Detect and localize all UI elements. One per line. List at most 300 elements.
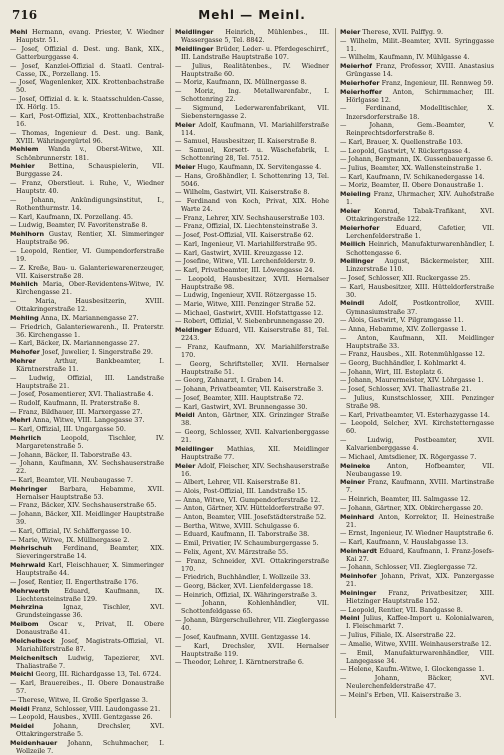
directory-entry: [10, 179, 164, 195]
entry-details: Anton, Gärtner, XIX. Grinzinger Straße 38.: [181, 411, 329, 428]
directory-entry: [175, 530, 329, 538]
entry-details: Adolf, Kaufmann, VI. Mariahilferstraße 114.: [181, 120, 329, 137]
entry-details: — Johann, Kohlenhändler, VII. Schottenfeldgasse 65.: [175, 599, 329, 616]
directory-entry: [10, 264, 164, 280]
entry-details: — Thomas, Ingenieur d. Dest. ung. Bank, XVIII. Währingergürtel 96.: [10, 128, 164, 145]
directory-entry: [340, 299, 494, 315]
directory-entry: [10, 705, 164, 713]
directory-entry: [340, 257, 494, 273]
directory-entry: [340, 274, 494, 282]
entry-details: — Johann, Bäcker, XVI. Neulerchenfelderstraße 47.: [340, 674, 494, 691]
entry-details: Gustav, Rentier, XI. Simmeringer Hauptstraße 96.: [16, 229, 164, 247]
entry-details: — Karl, Kaufmann, IX. Porzellang. 45.: [10, 212, 133, 221]
entry-details: Johann, Drechsler, XVI. Ottakringerstraße 5.: [16, 721, 164, 739]
entry-details: — Johann, Kaufmann, XV. Sechshauserstraße 22.: [10, 459, 164, 476]
entry-details: — Wilhelm, Kaufmann, IV. Mühlgasse 4.: [340, 53, 470, 62]
entry-details: Eduard, Kaufmann, I. Franz-Josefs-Kai 27.: [346, 546, 494, 563]
directory-entry: [340, 385, 494, 393]
column-left: [10, 28, 164, 755]
entry-details: — Karl, Privatbeamter, VI. Esterhazygasse 14.: [340, 410, 490, 419]
entry-details: — Johann, Wirt, III. Esteplatz 6.: [340, 367, 444, 376]
entry-details: Anton, Hofbeamter, VII. Neubaugasse 19.: [346, 461, 494, 478]
directory-entry: [10, 485, 164, 501]
entry-details: Franz, Kaufmann, XVIII. Martinstraße 7.: [346, 478, 494, 495]
entry-details: Johann, Schuhmacher, I. Wollzeile 7.: [16, 738, 164, 755]
directory-entry: [175, 249, 329, 257]
entry-details: — Ferdinand von Koch, Privat, XIX. Hohe Warte 24.: [175, 197, 329, 214]
entry-details: — Franz, Bildhauer, III. Marxergasse 27.: [10, 407, 143, 416]
directory-entry: [340, 28, 494, 36]
directory-entry: [340, 504, 494, 512]
entry-details: — Ludwig, Postbeamter, XVII. Kalvarienberggasse 4.: [340, 436, 494, 453]
entry-details: — Ludwig, Offizial, III. Landstraße Hauptstraße 21.: [10, 373, 164, 390]
directory-entry: [340, 79, 494, 87]
entry-details: — Ferdinand, Modelltischler, X. Inzersdorferstraße 18.: [340, 104, 494, 121]
entry-details: Hermann, evang. Priester, V. Wiedner Hauptstr. 51.: [16, 28, 164, 45]
directory-entry: [175, 591, 329, 599]
entry-details: — Josef, Wagenlenker, XIX. Krottenbachstraße 50.: [10, 78, 164, 95]
entry-details: — Franz, Offizial, IX. Liechtensteinstraße 3.: [175, 222, 318, 231]
directory-entry: [340, 606, 494, 614]
entry-details: — Johann, Privatbeamter, VII. Kaiserstraße 3.: [175, 385, 324, 394]
directory-entry: [340, 547, 494, 563]
column-middle: [170, 28, 329, 718]
directory-entry: [175, 633, 329, 641]
entry-details: — Karl, Gastwirt, XVI. Brunnengasse 30.: [175, 402, 308, 411]
entry-details: — Leopold, Rentier, VI. Gumpendorferstraße 19.: [10, 246, 164, 263]
entry-details: Anton, Schirmmacher, III. Hörlgasse 12.: [346, 87, 494, 104]
entry-surname: Meidlinger: [175, 444, 214, 453]
directory-entry: [175, 188, 329, 196]
directory-entry: [10, 696, 164, 704]
entry-surname: Meinl: [340, 614, 360, 623]
entry-surname: Mehrwald: [10, 561, 46, 570]
directory-entry: [340, 495, 494, 503]
directory-entry: [10, 230, 164, 246]
directory-entry: [340, 240, 494, 256]
entry-details: — Julius, Filiale, IX. Alserstraße 22.: [340, 631, 456, 640]
directory-entry: [340, 138, 494, 146]
entry-surname: Meierhoffer: [340, 87, 382, 96]
entry-details: — Alois, Post-Offizial, III. Landstraße 15.: [175, 487, 308, 496]
entry-details: Franz, Professor, XVIII. Anastasius Grüngasse 14.: [346, 62, 494, 79]
directory-entry: [10, 578, 164, 586]
directory-entry: [340, 563, 494, 571]
directory-entry: [175, 309, 329, 317]
directory-entry: [175, 548, 329, 556]
directory-entry: [10, 221, 164, 229]
entry-details: — Wilhelm, Milit.-Beamter, XVII. Syringgasse 11.: [340, 36, 494, 53]
directory-entry: [10, 247, 164, 263]
directory-entry: [340, 691, 494, 699]
entry-details: Therese, XVII. Palffyg. 9.: [362, 28, 444, 36]
entry-details: — Georg, Schlosser, XVII. Kalvarienberggasse 21.: [175, 428, 329, 445]
directory-entry: [340, 462, 494, 478]
directory-entry: [175, 658, 329, 666]
directory-entry: [175, 266, 329, 274]
entry-surname: Mehrl: [10, 416, 31, 425]
entry-surname: Mehlich: [10, 280, 38, 289]
entry-details: Mathias, XII. Meidlinger Hauptstraße 77.: [181, 444, 329, 461]
entry-details: Leopold, Tischler, IV. Margaretenstraße 5.: [16, 433, 164, 450]
entry-surname: Meierhofer: [340, 78, 380, 87]
directory-entry: [175, 582, 329, 590]
entry-details: — Friedrich, Buchhändler, I. Wollzeile 33.: [175, 573, 311, 582]
directory-entry: [10, 739, 164, 755]
directory-entry: [175, 376, 329, 384]
directory-entry: [10, 544, 164, 560]
directory-entry: [340, 478, 494, 494]
entry-details: Franz, Ingenieur, III. Rennweg 59.: [381, 78, 494, 87]
entry-details: — Eduard, Kaufmann, II. Taborstraße 38.: [175, 530, 310, 539]
entry-details: — Johann, Bürgerschullehrer, VII. Zieglergasse 40.: [175, 616, 329, 633]
directory-entry: [10, 476, 164, 484]
directory-entry: [10, 451, 164, 459]
directory-entry: [175, 231, 329, 239]
directory-entry: [340, 350, 494, 358]
directory-entry: [340, 589, 494, 605]
entry-details: — Leopold, Hausbes., XVIII. Gentzgasse 26.: [10, 713, 153, 722]
entry-details: Arthur, Bankbeamter, I. Kärntnerstraße 11.: [16, 356, 164, 373]
entry-details: Anna, IX. Mariannengasse 27.: [40, 313, 139, 322]
directory-entry: [10, 637, 164, 653]
entry-surname: Meidlinger: [175, 44, 214, 53]
entry-details: Adolf, Postkontrollor, XVIII. Gymnasiumstraße 37.: [346, 299, 494, 316]
entry-details: — Karl, Brauereibes., II. Obere Donaustraße 57.: [10, 679, 164, 696]
directory-entry: [10, 339, 164, 347]
entry-details: — Anton, Beamter, VIII. Josefstädterstraße 52.: [175, 513, 327, 522]
entry-surname: Meier: [175, 162, 196, 171]
entry-details: — Franz, Schneider, XVI. Ottakringerstraße 170.: [175, 556, 329, 573]
directory-entry: [175, 222, 329, 230]
entry-details: Bettina, Schauspielerin, VII. Burggasse 24.: [16, 162, 164, 179]
directory-entry: [10, 213, 164, 221]
entry-details: — Anna, Witwe, VI. Gumpendorferstraße 12.: [175, 495, 321, 504]
directory-entry: [10, 314, 164, 322]
entry-details: — Leopold, Selcher, XVI. Kirchstetterngasse 60.: [340, 419, 494, 436]
entry-details: — Rudolf, Kaufmann, II. Praterstraße 8.: [10, 398, 140, 407]
directory-entry: [175, 513, 329, 521]
directory-entry: [175, 539, 329, 547]
entry-details: August, Bäckermeister, XIII. Linzerstraße 110.: [346, 257, 494, 274]
directory-entry: [10, 434, 164, 450]
entry-details: — Maria, Hausbesitzerin, XVIII. Ottakringerstraße 12.: [10, 297, 164, 314]
directory-entry: [10, 561, 164, 577]
column-right: [335, 28, 494, 718]
directory-entry: [175, 385, 329, 393]
entry-details: — Albert, Lehrer, VII. Kaiserstraße 81.: [175, 478, 301, 487]
directory-entry: [340, 376, 494, 384]
directory-entry: [340, 316, 494, 324]
directory-entry: [175, 360, 329, 376]
directory-entry: [175, 214, 329, 222]
entry-details: — Georg, Buchhändler, I. Kohlmarkt 4.: [340, 359, 466, 368]
entry-surname: Meinhard: [340, 512, 375, 521]
directory-entry: [175, 428, 329, 444]
directory-entry: [10, 501, 164, 509]
entry-details: — Heinrich, Beamter, III. Salmgasse 12.: [340, 495, 471, 504]
entry-details: — Julius, Realitätenbes., IV. Wiedner Hauptstraße 60.: [175, 61, 329, 78]
directory-entry: [340, 411, 494, 419]
entry-surname: Meilinger: [340, 257, 374, 266]
entry-details: — Josef, Offizial d. k. k. Staatsschulden-Casse, IX. Hörlg. 15.: [10, 95, 164, 112]
directory-entry: [10, 390, 164, 398]
entry-details: — Karl, Drechsler, XVII. Hernalser Hauptstraße 119.: [175, 641, 329, 658]
entry-details: — Franz, Lehrer, XIV. Sechshauserstraße 103.: [175, 213, 325, 222]
entry-details: — Johann, Ankündigungsinstitut, I., Rothenthurmstr. 14.: [10, 195, 164, 212]
entry-details: — Alois, Gastwirt, V. Pilgramgasse 11.: [340, 316, 464, 325]
directory-entry: [340, 283, 494, 299]
entry-details: — Julius, Kunstschlosser, XIII. Penzinger Straße 98.: [340, 393, 494, 410]
page-header: [10, 8, 494, 24]
directory-entry: [340, 190, 494, 206]
directory-entry: [10, 129, 164, 145]
entry-details: Anna, Witwe, VIII. Langegasse 37.: [32, 416, 145, 425]
entry-details: — Franz, Kaufmann, XV. Mariahilferstraße 170.: [175, 342, 329, 359]
directory-entry: [10, 587, 164, 603]
directory-entry: [175, 87, 329, 103]
entry-details: — Josef, Offizial d. Dest. ung. Bank, XIX., Gatterburggasse 4.: [10, 44, 164, 61]
entry-details: — Johann, Bäcker, XII. Meidlinger Hauptstraße 39.: [10, 510, 164, 527]
directory-entry: [10, 416, 164, 424]
directory-entry: [340, 155, 494, 163]
directory-entry: [175, 487, 329, 495]
directory-entry: [10, 459, 164, 475]
directory-entry: [340, 665, 494, 673]
entry-surname: Meieling: [340, 190, 371, 199]
directory-entry: [175, 275, 329, 291]
entry-details: Eduard, Cafetier, VII. Lerchenfelderstraße 1.: [346, 223, 494, 240]
entry-details: — Karl, Brauer, X. Quellenstraße 103.: [340, 137, 463, 146]
entry-surname: Mehringer: [10, 484, 48, 493]
entry-details: — Karl, Kaufmann, V. Hauslabgasse 13.: [340, 537, 469, 546]
directory-entry: [175, 197, 329, 213]
entry-surname: Meinhardt: [340, 546, 378, 555]
entry-surname: Meibom: [10, 620, 39, 629]
directory-entry: [10, 679, 164, 695]
entry-surname: Mehlem: [10, 145, 39, 154]
directory-entry: [10, 527, 164, 535]
directory-entry: [10, 399, 164, 407]
entry-details: Josef, Juwelier, I. Singerstraße 29.: [41, 348, 153, 357]
directory-entry: [175, 45, 329, 61]
entry-details: — Johann, Bäcker, II. Taborstraße 43.: [10, 450, 132, 459]
directory-entry: [175, 403, 329, 411]
entry-details: — Marie, Witwe, XIII. Penzinger Straße 52.: [175, 300, 316, 309]
entry-details: Eduard, Kaufmann, IX. Liechtensteinstraße 129.: [16, 586, 164, 603]
directory-entry: [340, 538, 494, 546]
entry-details: — Josef, Schlosser, XVI. Thaliastraße 21.: [340, 385, 472, 394]
directory-entry: [175, 317, 329, 325]
entry-details: Konrad, Tabak-Trafikant, XVI. Ottakringerstraße 122.: [346, 206, 494, 223]
entry-details: — Josef, Post-Offizial, VII. Kaiserstraße 62.: [175, 231, 314, 240]
entry-details: — Wilhelm, Gastwirt, VII. Kaiserstraße 8.: [175, 188, 310, 197]
entry-details: — Karl, Gastwirt, XVIII. Kreuzgasse 12.: [175, 248, 304, 257]
directory-entry: [175, 172, 329, 188]
directory-entry: [10, 670, 164, 678]
directory-entry: [175, 137, 329, 145]
entry-details: Wanda v., Oberst-Witwe, XII. Schönbrunnerstr. 181.: [16, 145, 164, 162]
entry-details: — Georg, Bäcker, XVI. Lienfeldergasse 18.: [175, 582, 314, 590]
directory-entry: [340, 649, 494, 665]
page-number: 716: [12, 8, 38, 22]
directory-entry: [10, 510, 164, 526]
directory-entry: [10, 112, 164, 128]
entry-details: — Karl, Ingenieur, VI. Mariahilferstraße 95.: [175, 239, 317, 248]
entry-details: — Moriz, Kaufmann, IX. Müllnergasse 8.: [175, 78, 307, 87]
directory-entry: [175, 343, 329, 359]
directory-entry: [10, 374, 164, 390]
entry-details: — Karl, Bäcker, IX. Mariannengasse 27.: [10, 339, 140, 348]
entry-details: — Theodor, Lehrer, I. Kärntnerstraße 6.: [175, 658, 304, 667]
entry-details: Ludwig, Tapezierer, XVI. Thaliastraße 7.: [16, 653, 164, 670]
directory-entry: [175, 62, 329, 78]
directory-entry: [10, 95, 164, 111]
entry-surname: Meier: [340, 28, 361, 36]
entry-details: Georg, III. Richardgasse 13, Tel. 6724.: [35, 670, 161, 679]
entry-details: Heinrich, Mühlenbes., III. Wassergasse 5, Tel. 8842.: [181, 28, 329, 45]
directory-entry: [340, 631, 494, 639]
directory-entry: [340, 104, 494, 120]
entry-surname: Meidl: [10, 704, 30, 713]
entry-details: — Helene, Kaufm.-Witwe, I. Glockengasse 1.: [340, 665, 485, 674]
entry-surname: Meindl: [340, 299, 365, 308]
entry-details: — Georg, Zahnarzt, I. Graben 14.: [175, 376, 284, 385]
entry-surname: Meidinger: [175, 326, 212, 335]
entry-details: — Hans, Großhändler, I. Schottenring 13, Tel. 5046.: [175, 171, 329, 188]
entry-details: — Karl, Hausbesitzer, XIII. Hütteldorferstraße 30.: [340, 282, 494, 299]
directory-entry: [175, 78, 329, 86]
entry-details: — Franz, Hausbes., XII. Rotenmühlgasse 12.: [340, 350, 485, 359]
directory-entry: [340, 368, 494, 376]
directory-entry: [10, 196, 164, 212]
directory-entry: [340, 37, 494, 53]
directory-entry: [175, 28, 329, 44]
entry-surname: Meineke: [340, 461, 371, 470]
entry-details: Franz, Privatbesitzer, XIII. Hietzinger Hauptstraße 152.: [346, 588, 494, 605]
entry-surname: Meichl: [10, 670, 34, 679]
directory-entry: [340, 173, 494, 181]
directory-entry: [175, 462, 329, 478]
directory-entry: [10, 280, 164, 296]
entry-details: Maria, Ober-Revidentens-Witwe, IV. Kirchengasse 21.: [16, 280, 164, 297]
entry-details: Barbara, Hebamme, XVII. Hernalser Hauptstraße 53.: [16, 484, 164, 501]
directory-entry: [10, 28, 164, 44]
entry-surname: Mehlhorn: [10, 229, 45, 238]
entry-details: — Anton, Kaufmann, XII. Meidlinger Hauptstraße 33.: [340, 333, 494, 350]
entry-details: — Marie, Witwe, IX. Müllnergasse 2.: [10, 535, 130, 544]
directory-entry: [340, 453, 494, 461]
entry-details: — Leopold, Hausbesitzer, XVII. Hernalser Hauptstraße 98.: [175, 274, 329, 291]
entry-surname: Meichelbeck: [10, 636, 55, 645]
entry-details: — Michael, Gastwirt, XVIII. Hofstattgasse 12.: [175, 308, 324, 317]
entry-surname: Meierhofer: [340, 223, 380, 232]
entry-surname: Mehler: [10, 162, 35, 171]
entry-surname: Meier: [340, 206, 361, 215]
directory-entry: [175, 573, 329, 581]
entry-details: — Leopold, Rentier, VII. Bandgasse 8.: [340, 605, 463, 614]
directory-entry: [175, 445, 329, 461]
entry-details: Julius, Kaffee-Import u. Kolonialwaren, I. Fleischmarkt 7.: [346, 614, 494, 631]
directory-entry: [175, 163, 329, 171]
entry-details: — Josef, Beamter, XIII. Hauptstraße 72.: [175, 393, 304, 402]
directory-entry: [175, 504, 329, 512]
entry-surname: Mehrer: [10, 356, 36, 365]
entry-details: — Karl, Offizial, III. Ungargasse 50.: [10, 425, 126, 434]
directory-entry: [175, 522, 329, 530]
directory-entry: [10, 45, 164, 61]
directory-entry: [340, 572, 494, 588]
directory-entry: [340, 359, 494, 367]
entry-details: — Emil, Privatier, IV. Schaumburgergasse 5.: [175, 539, 319, 548]
entry-details: Ignaz, Tischler, XVI. Grundsteingasse 36.: [16, 603, 164, 620]
entry-details: — Leopold, Gastwirt, V. Rückertgasse 4.: [340, 146, 471, 155]
entry-details: — Karl, Kaufmann, IV. Schikanedergasse 14.: [340, 172, 485, 181]
entry-details: — Anna, Hebamme, XIV. Zollergasse 1.: [340, 324, 467, 333]
entry-details: Johann, Privat, XIX. Panzergasse 21.: [346, 572, 494, 589]
directory-entry: [10, 357, 164, 373]
entry-details: — Sigmund, Lederwarenfabrikant, VII. Siebensterngasse 2.: [175, 103, 329, 120]
directory-entry: [10, 348, 164, 356]
directory-entry: [340, 121, 494, 137]
entry-details: — Josef, Kaufmann, XVIII. Gentzgasse 14.: [175, 632, 311, 641]
entry-surname: Meidlinger: [175, 28, 214, 36]
directory-entry: [10, 78, 164, 94]
entry-details: Franz, Uhrmacher, XIV. Auhofstraße 1.: [346, 190, 494, 207]
directory-entry: [175, 394, 329, 402]
entry-surname: Meierhof: [340, 62, 373, 71]
entry-details: — Julius, Beamter, XX. Wallensteinstraße 1.: [340, 164, 482, 173]
entry-details: — Robert, Offizial, V. Siebenbrunnengasse 20.: [175, 317, 325, 326]
directory-entry: [175, 326, 329, 342]
directory-entry: [10, 62, 164, 78]
directory-entry: [175, 478, 329, 486]
entry-details: — Karl, Offizial, IV. Schäffergasse 10.: [10, 526, 132, 535]
entry-details: — Ludwig, Beamter, IV. Favoritenstraße 8.: [10, 221, 148, 230]
entry-details: — Z. Kreße, Bau- u. Galanteriewarenerzeuger, VII. Kaiserstraße 28.: [10, 263, 164, 280]
entry-details: — Karl, Beamter, VII. Neubaugasse 7.: [10, 475, 133, 484]
entry-details: — Georg, Schriftsteller, XVII. Hernalser Hauptstraße 51.: [175, 359, 329, 376]
directory-entry: [10, 425, 164, 433]
directory-entry: [340, 640, 494, 648]
entry-surname: Meininger: [340, 588, 377, 597]
entry-details: Oscar v., Privat, II. Obere Donaustraße 41.: [16, 620, 164, 637]
entry-details: — Josef, Kanzlei-Offizial d. Staatl. Central-Casse, IX., Porzellang. 15.: [10, 61, 164, 78]
directory-entry: [340, 62, 494, 78]
entry-details: — Johann, Gem.-Beamter, V. Reinprechtsdorferstraße 8.: [340, 121, 494, 138]
entry-surname: Meichenitsch: [10, 653, 58, 662]
directory-entry: [175, 599, 329, 615]
directory-entry: [10, 323, 164, 339]
directory-entry: [340, 513, 494, 529]
entry-details: — Karl, Post-Offizial, XIX., Krottenbachstraße 16.: [10, 111, 164, 128]
entry-details: Brüder, Leder- u. Pferdegeschirrf., III. Landstraße Hauptstraße 107.: [181, 44, 329, 61]
directory-entry: [340, 207, 494, 223]
directory-entry: [10, 408, 164, 416]
directory-entry: [10, 162, 164, 178]
entry-details: Josef, Magistrats-Offizial, VI. Mariahilferstraße 87.: [16, 636, 164, 653]
directory-entry: [175, 146, 329, 162]
entry-details: — Josef, Rentier, II. Engerthstraße 176.: [10, 577, 139, 586]
directory-entry: [10, 654, 164, 670]
entry-details: Anton, Korrektor, II. Heinestraße 21.: [346, 512, 494, 529]
directory-entry: [175, 642, 329, 658]
entry-details: — Josef, Schlosser, XII. Ruckergasse 25.: [340, 274, 471, 282]
entry-details: — Ludwig, Ingenieur, XVII. Rötzergasse 15.: [175, 291, 317, 300]
directory-entry: [340, 529, 494, 537]
directory-entry: [340, 419, 494, 435]
directory-entry: [340, 88, 494, 104]
